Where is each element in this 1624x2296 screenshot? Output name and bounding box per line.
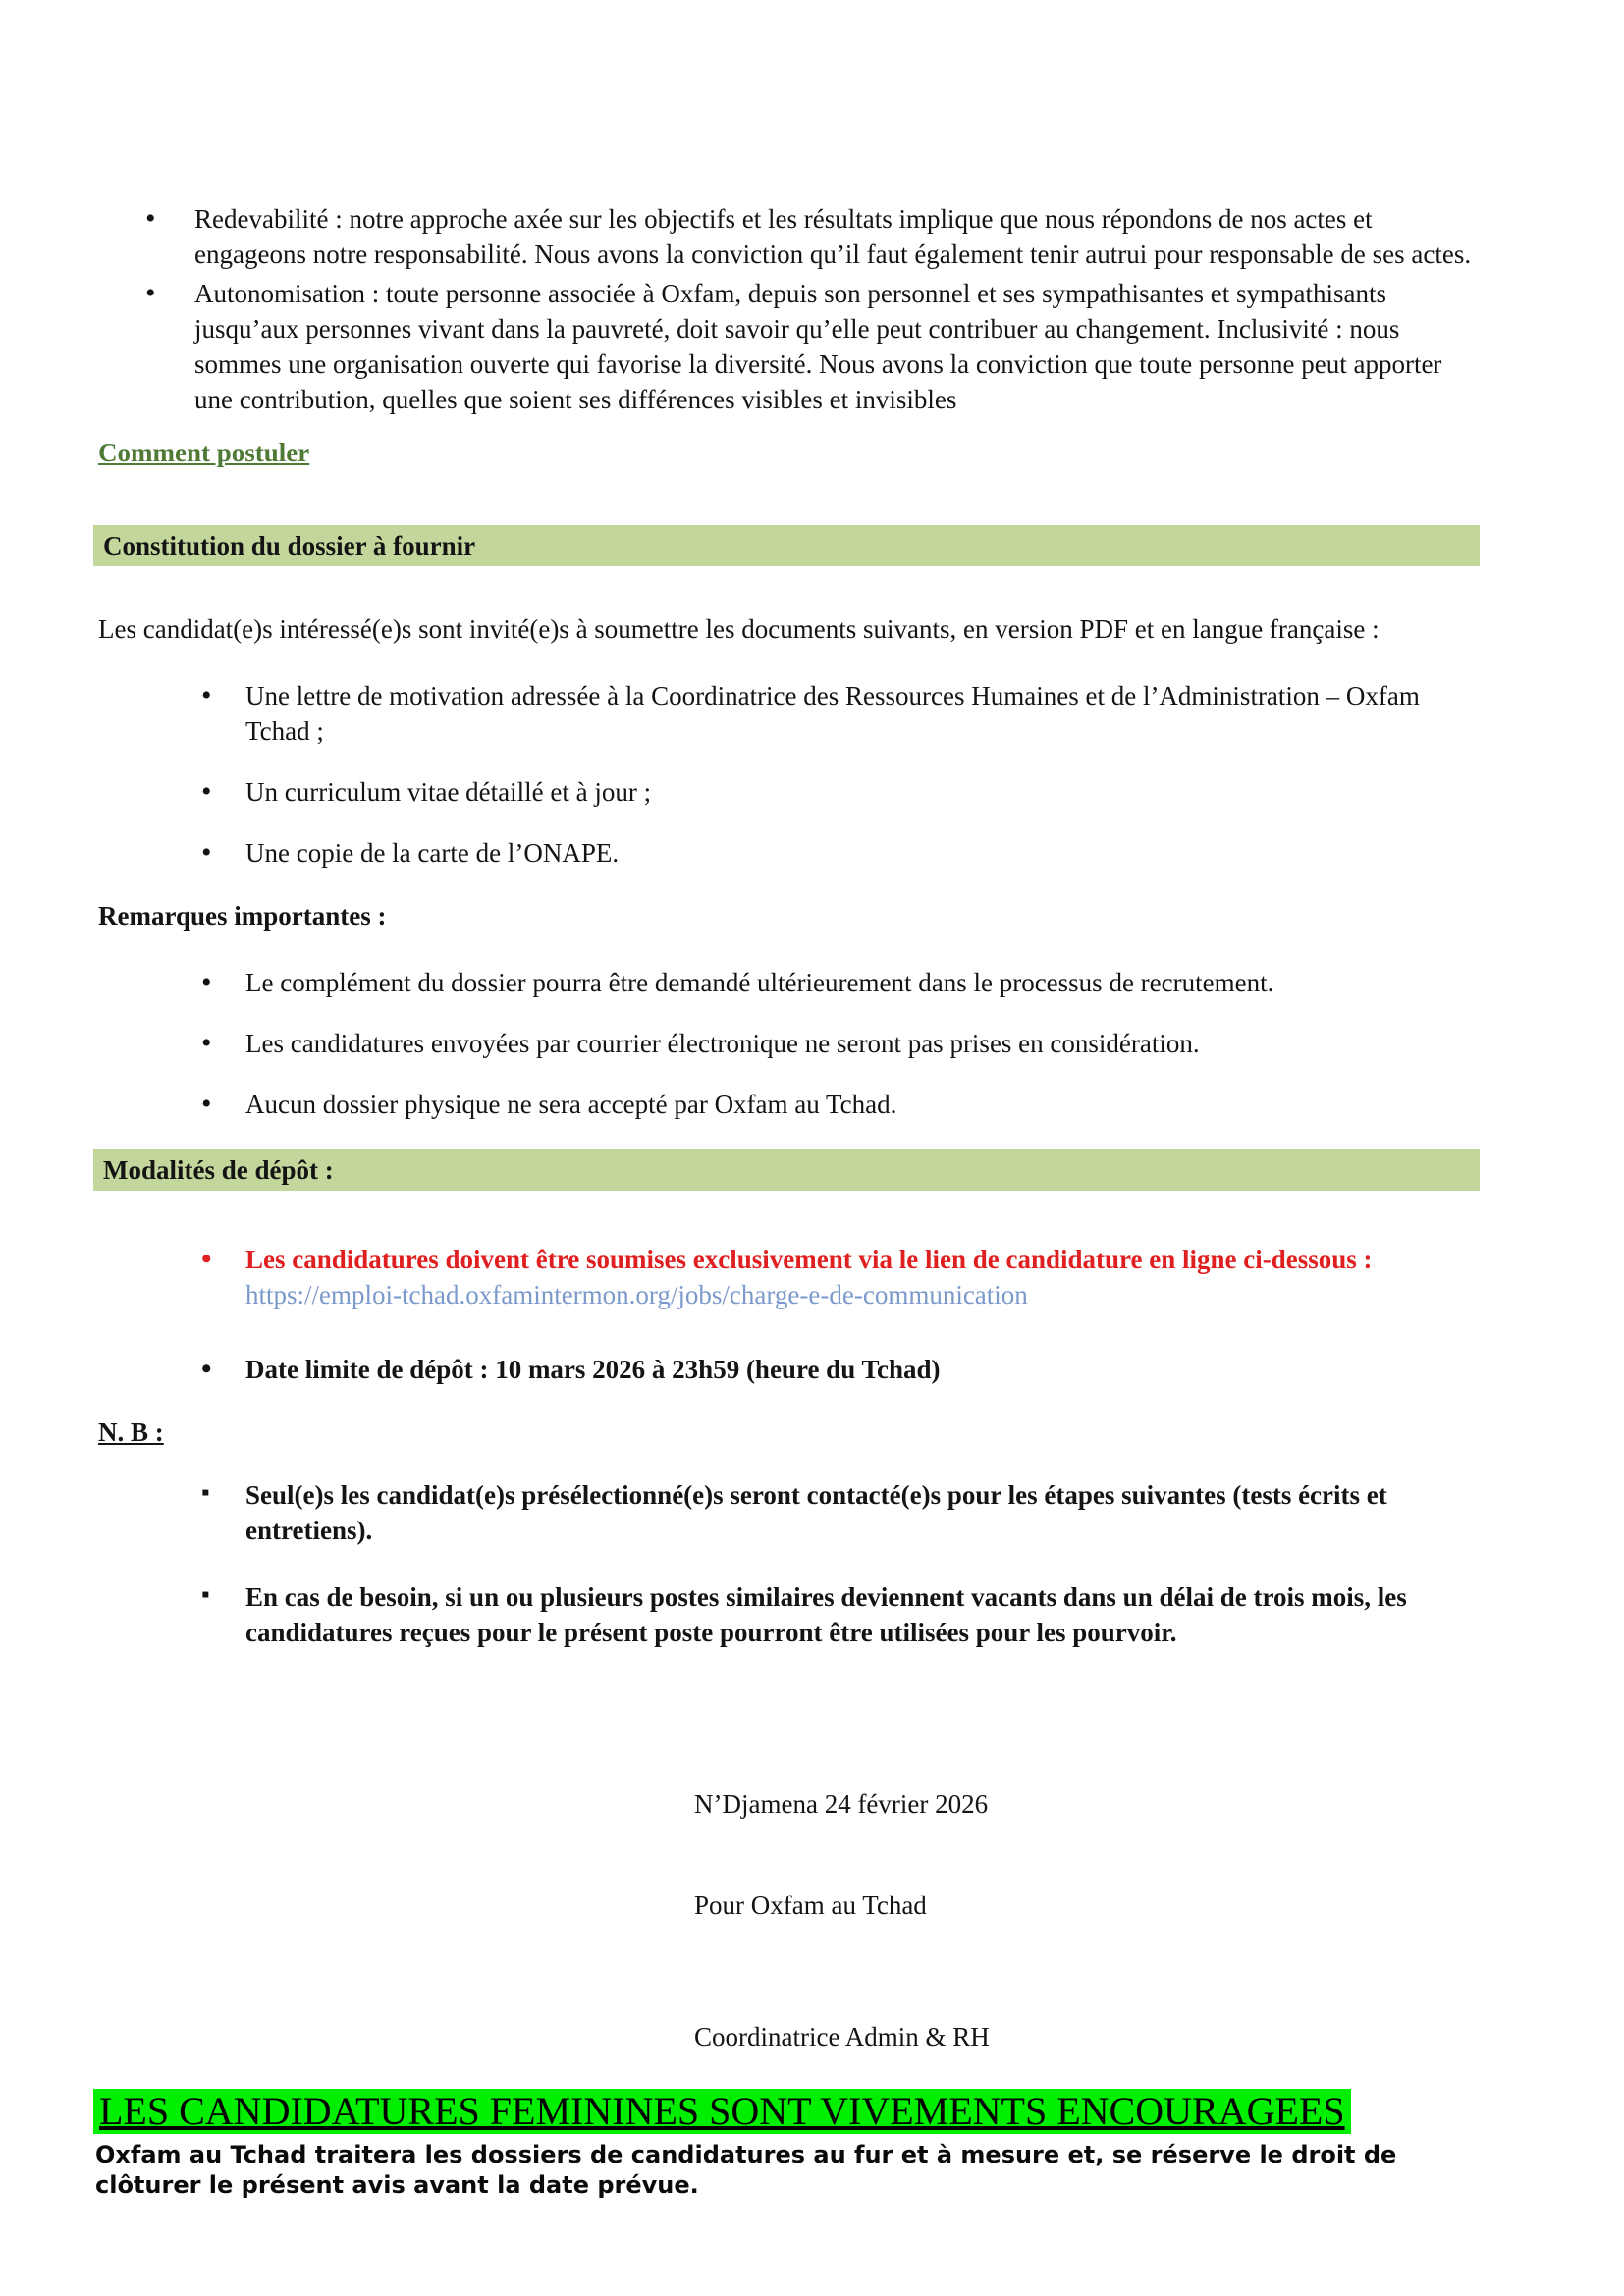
document-item-lettre: • Une lettre de motivation adressée à la Coordinatrice des Ressources Humaines et de l’Administration – Oxfam Tchad ; — [98, 678, 1487, 749]
nb-item-preselection: ▪ Seul(e)s les candidat(e)s présélectionné(e)s seront contacté(e)s pour les étapes suivantes (tests écrits et entretiens). — [98, 1477, 1487, 1548]
closing-note: Oxfam au Tchad traitera les dossiers de candidatures au fur et à mesure et, se réserve le droit de clôturer le présent avis avant la date prévue. — [95, 2141, 1397, 2199]
value-item-redevabilite: • Redevabilité : notre approche axée sur les objectifs et les résultats implique que nous répondons de nos actes et engageons notre responsabilité. Nous avons la conviction qu’il faut également tenir autrui pour responsable de ses actes. — [98, 201, 1487, 272]
signature-role: Coordinatrice Admin & RH — [694, 2022, 990, 2052]
required-documents-list — [98, 678, 1487, 871]
organisation-values-list — [98, 201, 1487, 417]
how-to-apply-link[interactable]: Comment postuler — [98, 438, 310, 467]
signature-on-behalf: Pour Oxfam au Tchad — [694, 1891, 927, 1920]
remark-item-physique: • Aucun dossier physique ne sera accepté par Oxfam au Tchad. — [98, 1087, 1487, 1122]
remark-item-courrier: • Les candidatures envoyées par courrier électronique ne seront pas prises en considération. — [98, 1026, 1487, 1061]
female-candidates-banner: LES CANDIDATURES FEMININES SONT VIVEMENTS ENCOURAGEES — [93, 2089, 1351, 2134]
document-item-cv: • Un curriculum vitae détaillé et à jour ; — [98, 774, 1487, 810]
signature-place-date: N’Djamena 24 février 2026 — [694, 1789, 989, 1819]
section-header-constitution: Constitution du dossier à fournir — [93, 525, 1480, 566]
submission-instruction-text: Les candidatures doivent être soumises exclusivement via le lien de candidature en ligne ci-dessous : — [245, 1245, 1373, 1274]
section-header-modalites: Modalités de dépôt : — [93, 1149, 1480, 1191]
application-url-link[interactable]: https://emploi-tchad.oxfamintermon.org/jobs/charge-e-de-communication — [245, 1280, 1028, 1309]
nb-list — [98, 1477, 1487, 1650]
remarks-list — [98, 965, 1487, 1122]
value-item-autonomisation: • Autonomisation : toute personne associée à Oxfam, depuis son personnel et ses sympathisantes et sympathisants jusqu’aux personnes vivant dans la pauvreté, doit savoir qu’elle peut contribuer au changement. Inclusivité : nous sommes une organisation ouverte qui favorise la diversité. Nous avons la conviction que toute personne peut apporter une contribution, quelles que soient ses différences visibles et invisibles — [98, 276, 1487, 417]
remarks-heading: Remarques importantes : — [98, 901, 387, 931]
submission-instruction-item — [98, 1242, 1487, 1312]
nb-item-postes-similaires: ▪ En cas de besoin, si un ou plusieurs postes similaires deviennent vacants dans un délai de trois mois, les candidatures reçues pour le présent poste pourront être utilisées pour les pourvoir. — [98, 1579, 1487, 1650]
nb-heading: N. B : — [98, 1417, 164, 1447]
documents-intro-paragraph: Les candidat(e)s intéressé(e)s sont invité(e)s à soumettre les documents suivants, en version PDF et en langue française : — [98, 614, 1380, 644]
remark-item-complement: • Le complément du dossier pourra être demandé ultérieurement dans le processus de recrutement. — [98, 965, 1487, 1000]
signature-block — [694, 1787, 990, 2055]
deadline-item: • Date limite de dépôt : 10 mars 2026 à 23h59 (heure du Tchad) — [98, 1352, 1487, 1387]
submission-list — [98, 1242, 1487, 1387]
document-item-onape: • Une copie de la carte de l’ONAPE. — [98, 835, 1487, 871]
